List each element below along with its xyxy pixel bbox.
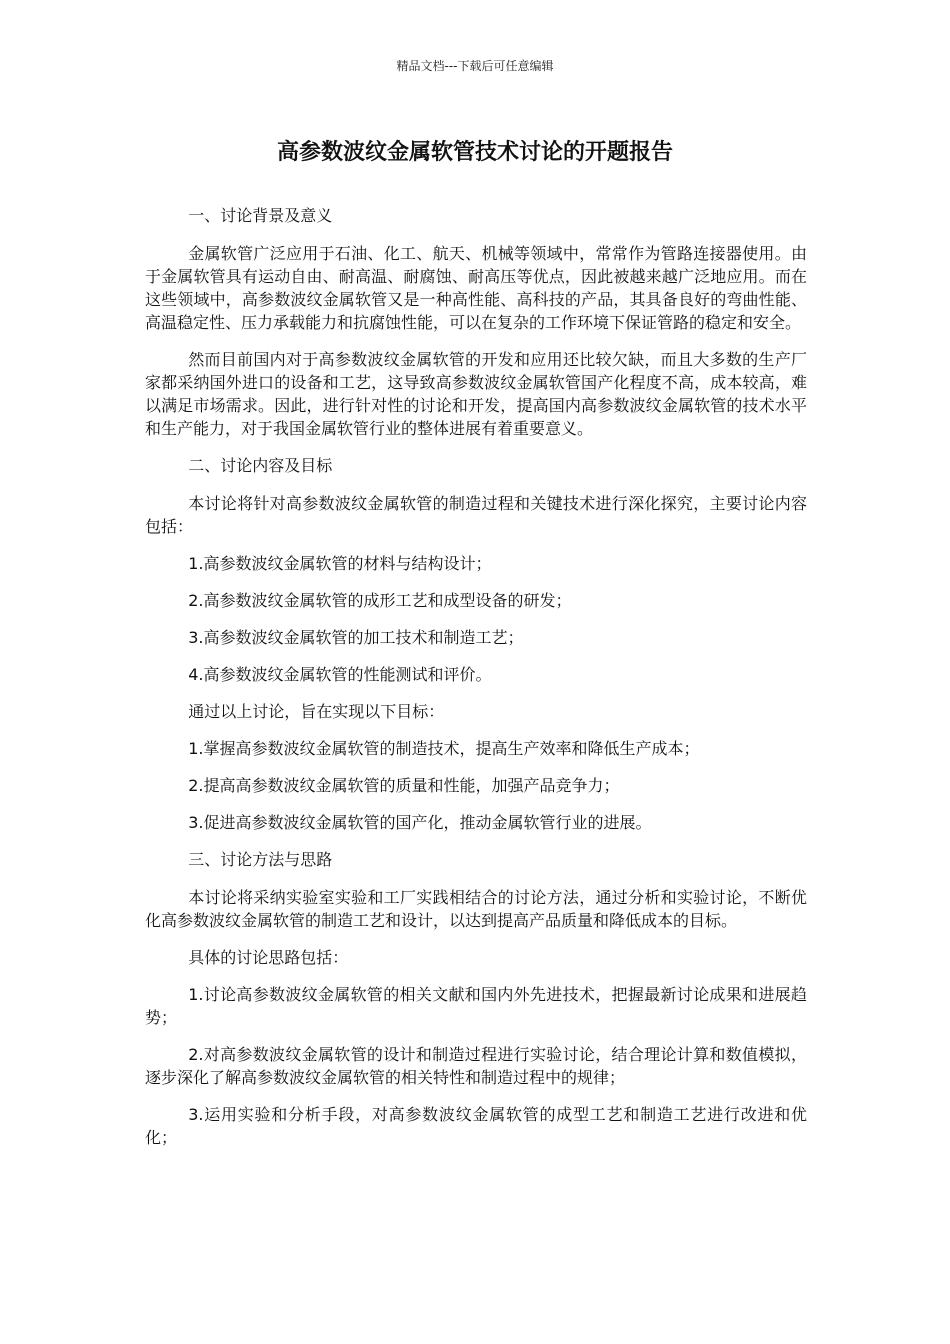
list-item-goal-3: 3.促进高参数波纹金属软管的国产化，推动金属软管行业的进展。: [188, 813, 652, 832]
document-body: [145, 204, 807, 1163]
list-item-content-1: 1.高参数波纹金属软管的材料与结构设计；: [188, 554, 492, 573]
list-item-approach-1: 1.讨论高参数波纹金属软管的相关文献和国内外先进技术，把握最新讨论成果和进展趋势；: [145, 985, 807, 1027]
list-item-content-3: 3.高参数波纹金属软管的加工技术和制造工艺；: [188, 628, 524, 647]
paragraph-background-2: 然而目前国内对于高参数波纹金属软管的开发和应用还比较欠缺，而且大多数的生产厂家都采纳国外进口的设备和工艺，这导致高参数波纹金属软管国产化程度不高，成本较高，难以满足市场需求。因此，进行针对性的讨论和开发，提高国内高参数波纹金属软管的技术水平和生产能力，对于我国金属软管行业的整体进展有着重要意义。: [145, 350, 807, 438]
list-item-content-4: 4.高参数波纹金属软管的性能测试和评价。: [188, 665, 492, 684]
paragraph-content-intro: 本讨论将针对高参数波纹金属软管的制造过程和关键技术进行深化探究，主要讨论内容包括：: [145, 494, 807, 536]
section-heading-background: 一、讨论背景及意义: [188, 206, 333, 225]
list-item-approach-2: 2.对高参数波纹金属软管的设计和制造过程进行实验讨论，结合理论计算和数值模拟，逐步深化了解高参数波纹金属软管的相关特性和制造过程中的规律；: [145, 1045, 807, 1087]
list-item-content-2: 2.高参数波纹金属软管的成形工艺和成型设备的研发；: [188, 591, 572, 610]
page-header-watermark: 精品文档---下载后可任意编辑: [396, 59, 554, 73]
list-item-approach-3: 3.运用实验和分析手段，对高参数波纹金属软管的成型工艺和制造工艺进行改进和优化；: [145, 1105, 807, 1147]
paragraph-method: 本讨论将采纳实验室实验和工厂实践相结合的讨论方法，通过分析和实验讨论，不断优化高参数波纹金属软管的制造工艺和设计，以达到提高产品质量和降低成本的目标。: [145, 888, 807, 930]
paragraph-background-1: 金属软管广泛应用于石油、化工、航天、机械等领域中，常常作为管路连接器使用。由于金属软管具有运动自由、耐高温、耐腐蚀、耐高压等优点，因此被越来越广泛地应用。而在这些领域中，高参数波纹金属软管又是一种高性能、高科技的产品，其具备良好的弯曲性能、高温稳定性、压力承载能力和抗腐蚀性能，可以在复杂的工作环境下保证管路的稳定和安全。: [145, 244, 807, 332]
section-heading-method: 三、讨论方法与思路: [188, 850, 333, 869]
document-title: 高参数波纹金属软管技术讨论的开题报告: [276, 140, 673, 165]
section-heading-content: 二、讨论内容及目标: [188, 456, 333, 475]
paragraph-approach-intro: 具体的讨论思路包括：: [188, 948, 349, 967]
list-item-goal-2: 2.提高高参数波纹金属软管的质量和性能，加强产品竞争力；: [188, 776, 620, 795]
list-item-goal-1: 1.掌握高参数波纹金属软管的制造技术，提高生产效率和降低生产成本；: [188, 739, 700, 758]
paragraph-goals-intro: 通过以上讨论，旨在实现以下目标：: [188, 702, 445, 721]
